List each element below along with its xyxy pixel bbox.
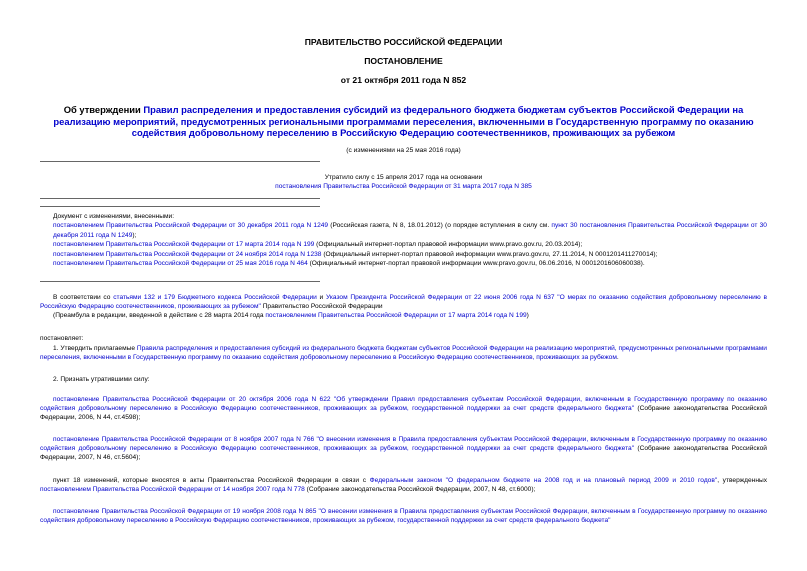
repealed-item [40,507,767,525]
change-item [40,221,767,240]
title-link[interactable]: Правил распределения и предоставления субсидий из федерального бюджета бюджетам субъектов Российской Федерации на реализацию мероприятий, предусмотренных региональными программами переселения, включенными в Государственную программу по оказанию содействия добровольному переселению в Российскую Федерацию соотечественников, проживающих за рубежом [53,104,754,138]
note-tail: ) [526,312,529,319]
basis-text: Правительство Российской Федерации [260,303,383,311]
change-item [40,240,767,249]
basis-text: В соответствии со [53,294,114,301]
note-text: (Преамбула в редакции, введенной в действие с 28 марта 2014 года [53,312,266,319]
divider [40,161,320,162]
divider [40,281,320,282]
org-heading: ПРАВИТЕЛЬСТВО РОССИЙСКОЙ ФЕДЕРАЦИИ [304,37,503,47]
repealed-link[interactable]: Федеральным законом "О федеральном бюджете на 2008 год и на плановый период 2009 и 2010 годов" [369,477,718,484]
document-title [40,104,767,139]
change-link[interactable]: постановлением Правительства Российской Федерации от 30 декабря 2011 года N 1249 [53,222,329,230]
changes-block [40,212,767,268]
change-item [40,250,767,259]
basis-link-code[interactable]: статьями 132 и 179 Бюджетного кодекса Российской Федерации [113,294,317,301]
repealed-text: , утвержденных [717,477,767,484]
resolves-label: постановляет: [40,335,84,342]
expired-line: Утратило силу с 15 апреля 2017 года на основании [324,174,483,181]
basis-paragraph [40,293,767,311]
change-text: (Официальный интернет-портал правовой информации www.pravo.gov.ru, 06.06.2016, N 0001201606060038). [307,260,645,268]
change-item [40,259,767,268]
repealed-link[interactable]: постановление Правительства Российской Федерации от 19 ноября 2008 года N 865 "О внесении изменения в Правила предоставления субъектам Российской Федерации, включенным в Государственную программу по оказанию содействия добровольному переселению в Российскую Федерацию соотечественников, проживающих за рубежом, государственной поддержки за счет средств федерального бюджета" [40,508,767,525]
change-tail: ); [132,231,137,239]
change-text: (Официальный интернет-портал правовой информации www.pravo.gov.ru, 20.03.2014); [314,241,583,249]
change-link[interactable]: постановлением Правительства Российской Федерации от 24 ноября 2014 года N 1238 [53,250,322,258]
change-link[interactable]: постановлением Правительства Российской Федерации от 17 марта 2014 года N 199 [53,241,315,249]
item1-rules-link[interactable]: Правила распределения и предоставления субсидий из федерального бюджета бюджетам субъектов Российской Федерации на реализацию мероприятий, предусмотренных региональными программами переселения, включенными в Государственную программу по оказанию содействия добровольному переселению в Российскую Федерацию соотечественников, проживающих за рубежом [40,345,767,362]
item-1 [40,344,767,362]
doctype-heading: ПОСТАНОВЛЕНИЕ [364,56,443,66]
change-link[interactable]: постановлением Правительства Российской Федерации от 25 мая 2016 года N 464 [53,260,308,268]
repealed-tail: (Собрание законодательства Российской Федерации, 2007, N 48, ст.6000); [304,486,536,494]
repealed-item [40,476,767,494]
change-text: (Российская газета, N 8, 18.01.2012) (о порядке вступления в силу см. [328,222,552,230]
preamble-note [40,311,767,320]
basis-link-decree[interactable]: Указом Президента Российской Федерации от 22 июня 2006 года N 637 "О мерах по оказанию содействия добровольному переселению в Российскую Федерацию соотечественников, проживающих за рубежом" [40,294,767,311]
change-text: (Официальный интернет-портал правовой информации www.pravo.gov.ru, 27.11.2014, N 0001201411270014); [321,250,658,258]
date-heading: от 21 октября 2011 года N 852 [340,75,467,85]
changes-intro: Документ с изменениями, внесенными: [53,213,175,220]
note-link[interactable]: постановлением Правительства Российской Федерации от 17 марта 2014 года N 199 [265,312,527,319]
basis-text: и [316,294,326,301]
repealed-link[interactable]: постановление Правительства Российской Федерации от 8 ноября 2007 года N 766 "О внесении изменения в Правила предоставления субъектам Российской Федерации, включенным в Государственную программу по оказанию содействия добровольному переселению в Российскую Федерацию соотечественников, проживающих за рубежом, государственной поддержки за счет средств федерального бюджета" [40,436,767,453]
repealed-link-2[interactable]: постановлением Правительства Российской Федерации от 14 ноября 2007 года N 778 [40,486,305,494]
title-prefix: Об утверждении [63,104,144,115]
change-link-2[interactable]: пункт 30 постановления Правительства Российской Федерации от 30 декабря 2011 года N 1249 [53,222,767,239]
item1-text: 1. Утвердить прилагаемые [53,345,137,352]
repealed-text: (Собрание законодательства Российской Федерации, 2006, N 44, ст.4598); [40,405,767,422]
amended-note: (с изменениями на 25 мая 2016 года) [346,147,461,154]
divider [40,206,320,207]
repealed-text: (Собрание законодательства Российской Федерации, 2007, N 46, ст.5604); [40,445,767,462]
repealed-text: пункт 18 изменений, которые вносятся в акты Правительства Российской Федерации в связи с [53,477,370,484]
item-2: 2. Признать утратившими силу: [53,376,150,383]
repealed-link[interactable]: постановление Правительства Российской Федерации от 20 октября 2006 года N 622 "Об утверждении Правил предоставления субъектам Российской Федерации, включенным в Государственную программу по оказанию содействия добровольному переселению в Российскую Федерацию соотечественников, проживающих за рубежом, государственной поддержки за счет средств федерального бюджета" [40,396,767,413]
item1-tail: . [616,354,619,362]
divider [40,198,320,199]
repealed-item [40,435,767,463]
expired-link[interactable]: постановления Правительства Российской Федерации от 31 марта 2017 года N 385 [275,183,532,190]
repealed-item [40,395,767,423]
